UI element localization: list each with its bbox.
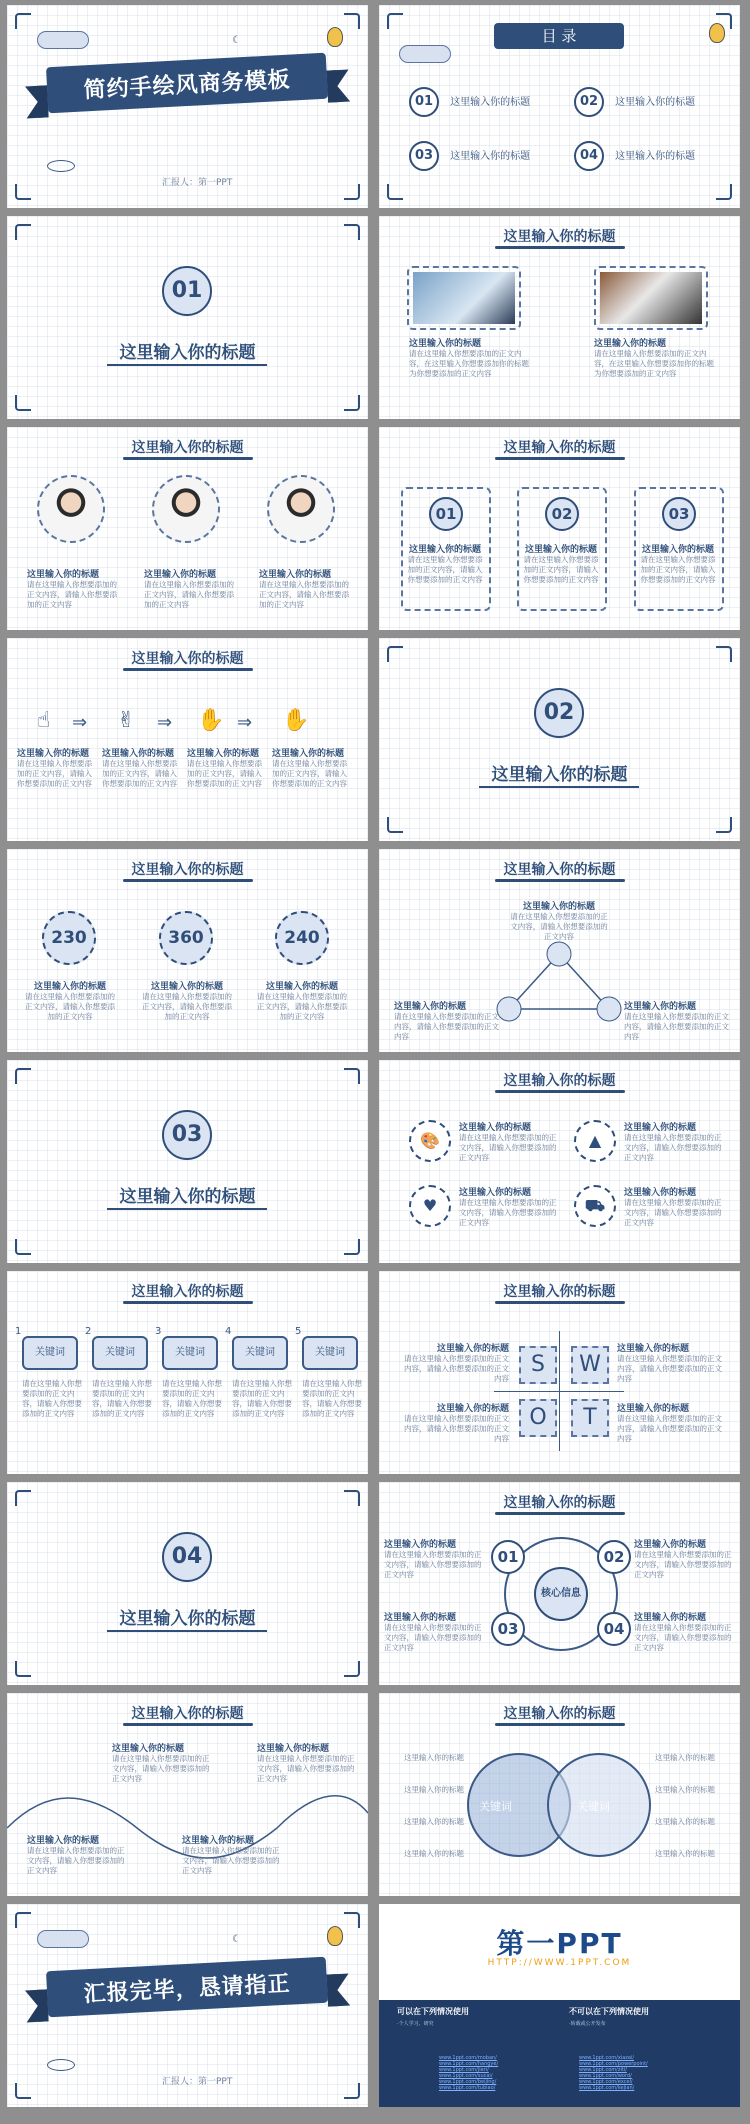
toc-item-3[interactable]: 03 这里输入你的标题	[409, 141, 530, 171]
cover-title: 简约手绘风商务模板	[83, 67, 292, 104]
slide-team[interactable]: 这里输入你的标题 这里输入你的标题 请在这里输入你想要添加的正文内容，请输入你想要添加的正文内容 这里输入你的标题 请在这里输入你想要添加的正文内容，请输入你想要添加的正文内容 这里输入你的标题 请在这里输入你想要添加的正文内容，请输入你想要添加的正文内容	[7, 427, 368, 630]
slide-title: 这里输入你的标题	[503, 229, 616, 245]
heart-icon: ♥	[409, 1185, 451, 1227]
slide-numbered-boxes[interactable]: 这里输入你的标题 01 02 03 这里输入你的标题 请在这里输入你想要添加的正文内容，请输入你想要添加的正文内容 这里输入你的标题 请在这里输入你想要添加的正文内容，请输入你想要添加的正文内容 这里输入你的标题 请在这里输入你想要添加的正文内容，请输入你想要添加的正文内容	[379, 427, 740, 630]
planet-icon	[47, 160, 75, 172]
keyword-arrow: 关键词	[92, 1336, 148, 1370]
laptop-photo	[413, 272, 515, 324]
keyword-arrow: 关键词	[232, 1336, 288, 1370]
core-info: 核心信息	[534, 1567, 588, 1621]
keyword-arrow: 关键词	[162, 1336, 218, 1370]
photo-frame	[594, 266, 708, 330]
slide-title: 这里输入你的标题	[503, 1495, 616, 1511]
title-banner	[46, 53, 328, 114]
swot-w: W	[571, 1346, 609, 1384]
hand-one-icon: ☝	[37, 708, 51, 733]
license-panel: 可以在下列情况使用 不可以在下列情况使用 ·个人学习、研究 ·转载或公开发布 www.1ppt.com/moban/ www.1ppt.com/hangye/ www.1ppt.com/jieri/ www.1ppt.com/sucai/ www.1ppt.com/beijing/ www.1ppt.com/tubiao/ www.1ppt.com/xiazai/ www.1ppt.com/powerpoint/ www.1ppt.com/ziti/ www.1ppt.com/word/ www.1ppt.com/excel/ www.1ppt.com/kejian/	[379, 2000, 740, 2107]
slide-title: 这里输入你的标题	[131, 651, 244, 667]
arrow-icon: ⇒	[157, 712, 173, 733]
slide-triangle-cycle[interactable]: 这里输入你的标题 这里输入你的标题 请在这里输入你想要添加的正文内容，请输入你想要添加的正文内容 这里输入你的标题 请在这里输入你想要添加的正文内容，请输入你想要添加的正文内容 这里输入你的标题 请在这里输入你想要添加的正文内容，请输入你想要添加的正文内容	[379, 849, 740, 1052]
slide-section-01[interactable]	[7, 216, 368, 419]
hand-two-icon: ✌	[117, 708, 136, 733]
slide-keyword-steps[interactable]: 这里输入你的标题 1 2 3 4 5 关键词 关键词 关键词 关键词 关键词 请在这里输入你想要添加的正文内容，请输入你想要添加的正文内容 请在这里输入你想要添加的正文内容，请输入你想要添加的正文内容 请在这里输入你想要添加的正文内容，请输入你想要添加的正文内容 请在这里输入你想要添加的正文内容，请输入你想要添加的正文内容 请在这里输入你想要添加的正文内容，请输入你想要添加的正文内容	[7, 1271, 368, 1474]
cloud-icon	[399, 45, 451, 63]
truck-icon: ⛟	[574, 1185, 616, 1227]
keyword-arrow: 关键词	[302, 1336, 358, 1370]
slide-title: 这里输入你的标题	[503, 1073, 616, 1089]
slide-title: 这里输入你的标题	[131, 862, 244, 878]
slide-section-04[interactable]	[7, 1482, 368, 1685]
toc-item-2[interactable]: 02 这里输入你的标题	[574, 87, 695, 117]
toc-title: 目 录	[494, 23, 624, 49]
avatar	[152, 475, 220, 543]
brand-logo: 第一PPT	[496, 1927, 623, 1960]
ending-title: 汇报完毕，恳请指正	[83, 1971, 292, 2008]
ending-banner	[46, 1957, 328, 2018]
planet-icon	[47, 2059, 75, 2071]
section-title: 这里输入你的标题	[491, 765, 628, 785]
swot-s: S	[519, 1346, 557, 1384]
avatar	[267, 475, 335, 543]
slide-swot[interactable]: 这里输入你的标题 S W O T 这里输入你的标题 请在这里输入你想要添加的正文内容，请输入你想要添加的正文内容 这里输入你的标题 请在这里输入你想要添加的正文内容，请输入你想要添加的正文内容 这里输入你的标题 请在这里输入你想要添加的正文内容，请输入你想要添加的正文内容 这里输入你的标题 请在这里输入你想要添加的正文内容，请输入你想要添加的正文内容	[379, 1271, 740, 1474]
avatar	[37, 475, 105, 543]
palette-icon: 🎨	[409, 1120, 451, 1162]
keyword-arrow: 关键词	[22, 1336, 78, 1370]
balloon-icon	[709, 23, 725, 43]
desk-photo	[600, 272, 702, 324]
balloon-icon	[327, 1926, 343, 1946]
photo-frame	[407, 266, 521, 330]
slide-title: 这里输入你的标题	[503, 440, 616, 456]
section-number: 01	[162, 266, 212, 316]
slide-venn[interactable]: 这里输入你的标题 关键词 关键词 这里输入你的标题 这里输入你的标题 这里输入你的标题 这里输入你的标题 这里输入你的标题 这里输入你的标题 这里输入你的标题 这里输入你的标题	[379, 1693, 740, 1896]
section-number: 03	[162, 1110, 212, 1160]
toc-item-4[interactable]: 04 这里输入你的标题	[574, 141, 695, 171]
section-title: 这里输入你的标题	[119, 343, 256, 363]
cloud-icon	[37, 1930, 89, 1948]
slide-stats[interactable]: 这里输入你的标题 230 360 240 这里输入你的标题 请在这里输入你想要添加的正文内容，请输入你想要添加的正文内容 这里输入你的标题 请在这里输入你想要添加的正文内容，请输入你想要添加的正文内容 这里输入你的标题 请在这里输入你想要添加的正文内容，请输入你想要添加的正文内容	[7, 849, 368, 1052]
slide-section-03[interactable]	[7, 1060, 368, 1263]
shapes-icon: ▲	[574, 1120, 616, 1162]
slide-title: 这里输入你的标题	[131, 440, 244, 456]
stat-value: 230	[42, 911, 96, 965]
slide-license[interactable]	[379, 1904, 740, 2107]
venn-keyword-right: 关键词	[577, 1800, 610, 1813]
slide-icon-grid[interactable]: 这里输入你的标题 🎨 ▲ ♥ ⛟ 这里输入你的标题 请在这里输入你想要添加的正文内容，请输入你想要添加的正文内容 这里输入你的标题 请在这里输入你想要添加的正文内容，请输入你想要添加的正文内容 这里输入你的标题 请在这里输入你想要添加的正文内容，请输入你想要添加的正文内容 这里输入你的标题 请在这里输入你想要添加的正文内容，请输入你想要添加的正文内容	[379, 1060, 740, 1263]
cloud-icon	[37, 31, 89, 49]
slide-core-ring[interactable]: 这里输入你的标题 核心信息 01 02 03 04 这里输入你的标题 请在这里输入你想要添加的正文内容，请输入你想要添加的正文内容 这里输入你的标题 请在这里输入你想要添加的正文内容，请输入你想要添加的正文内容 这里输入你的标题 请在这里输入你想要添加的正文内容，请输入你想要添加的正文内容 这里输入你的标题 请在这里输入你想要添加的正文内容，请输入你想要添加的正文内容	[379, 1482, 740, 1685]
balloon-icon	[327, 27, 343, 47]
slide-wave-timeline[interactable]: 这里输入你的标题 这里输入你的标题 请在这里输入你想要添加的正文内容，请输入你想要添加的正文内容 这里输入你的标题 请在这里输入你想要添加的正文内容，请输入你想要添加的正文内容 这里输入你的标题 请在这里输入你想要添加的正文内容，请输入你想要添加的正文内容 这里输入你的标题 请在这里输入你想要添加的正文内容，请输入你想要添加的正文内容	[7, 1693, 368, 1896]
hand-three-icon: ✋	[197, 708, 225, 733]
brand-url[interactable]: HTTP://WWW.1PPT.COM	[487, 1958, 632, 1968]
section-number: 02	[534, 688, 584, 738]
slide-cover[interactable]	[7, 5, 368, 208]
toc-item-1[interactable]: 01 这里输入你的标题	[409, 87, 530, 117]
section-number: 04	[162, 1532, 212, 1582]
slide-title: 这里输入你的标题	[131, 1706, 244, 1722]
arrow-icon: ⇒	[72, 712, 88, 733]
slide-title: 这里输入你的标题	[503, 1284, 616, 1300]
slide-title: 这里输入你的标题	[503, 1706, 616, 1722]
slide-toc[interactable]	[379, 5, 740, 208]
swot-o: O	[519, 1399, 557, 1437]
slide-section-02[interactable]	[379, 638, 740, 841]
slide-title: 这里输入你的标题	[131, 1284, 244, 1300]
hand-four-icon: ✋	[282, 708, 310, 733]
stat-value: 360	[159, 911, 213, 965]
moon-icon: ☾	[232, 1934, 241, 1945]
moon-icon: ☾	[232, 35, 241, 46]
ending-reporter: 汇报人：第一PPT	[162, 2077, 233, 2087]
swot-t: T	[571, 1399, 609, 1437]
venn-keyword-left: 关键词	[479, 1800, 512, 1813]
cover-reporter: 汇报人：第一PPT	[162, 178, 233, 188]
section-title: 这里输入你的标题	[119, 1187, 256, 1207]
slide-hand-process[interactable]: 这里输入你的标题 ☝ ⇒ ✌ ⇒ ✋ ⇒ ✋ 这里输入你的标题 请在这里输入你想要添加的正文内容，请输入你想要添加的正文内容 这里输入你的标题 请在这里输入你想要添加的正文内容，请输入你想要添加的正文内容 这里输入你的标题 请在这里输入你想要添加的正文内容，请输入你想要添加的正文内容 这里输入你的标题 请在这里输入你想要添加的正文内容，请输入你想要添加的正文内容	[7, 638, 368, 841]
section-title: 这里输入你的标题	[119, 1609, 256, 1629]
arrow-icon: ⇒	[237, 712, 253, 733]
stat-value: 240	[275, 911, 329, 965]
slide-photos[interactable]: 这里输入你的标题 这里输入你的标题 请在这里输入你想要添加的正文内容，在这里输入你想要添加你的标题为你想要添加的正文内容 这里输入你的标题 请在这里输入你想要添加的正文内容，在这里输入你想要添加你的标题为你想要添加的正文内容	[379, 216, 740, 419]
slide-ending[interactable]	[7, 1904, 368, 2107]
title-underline	[107, 364, 267, 366]
slide-title: 这里输入你的标题	[503, 862, 616, 878]
